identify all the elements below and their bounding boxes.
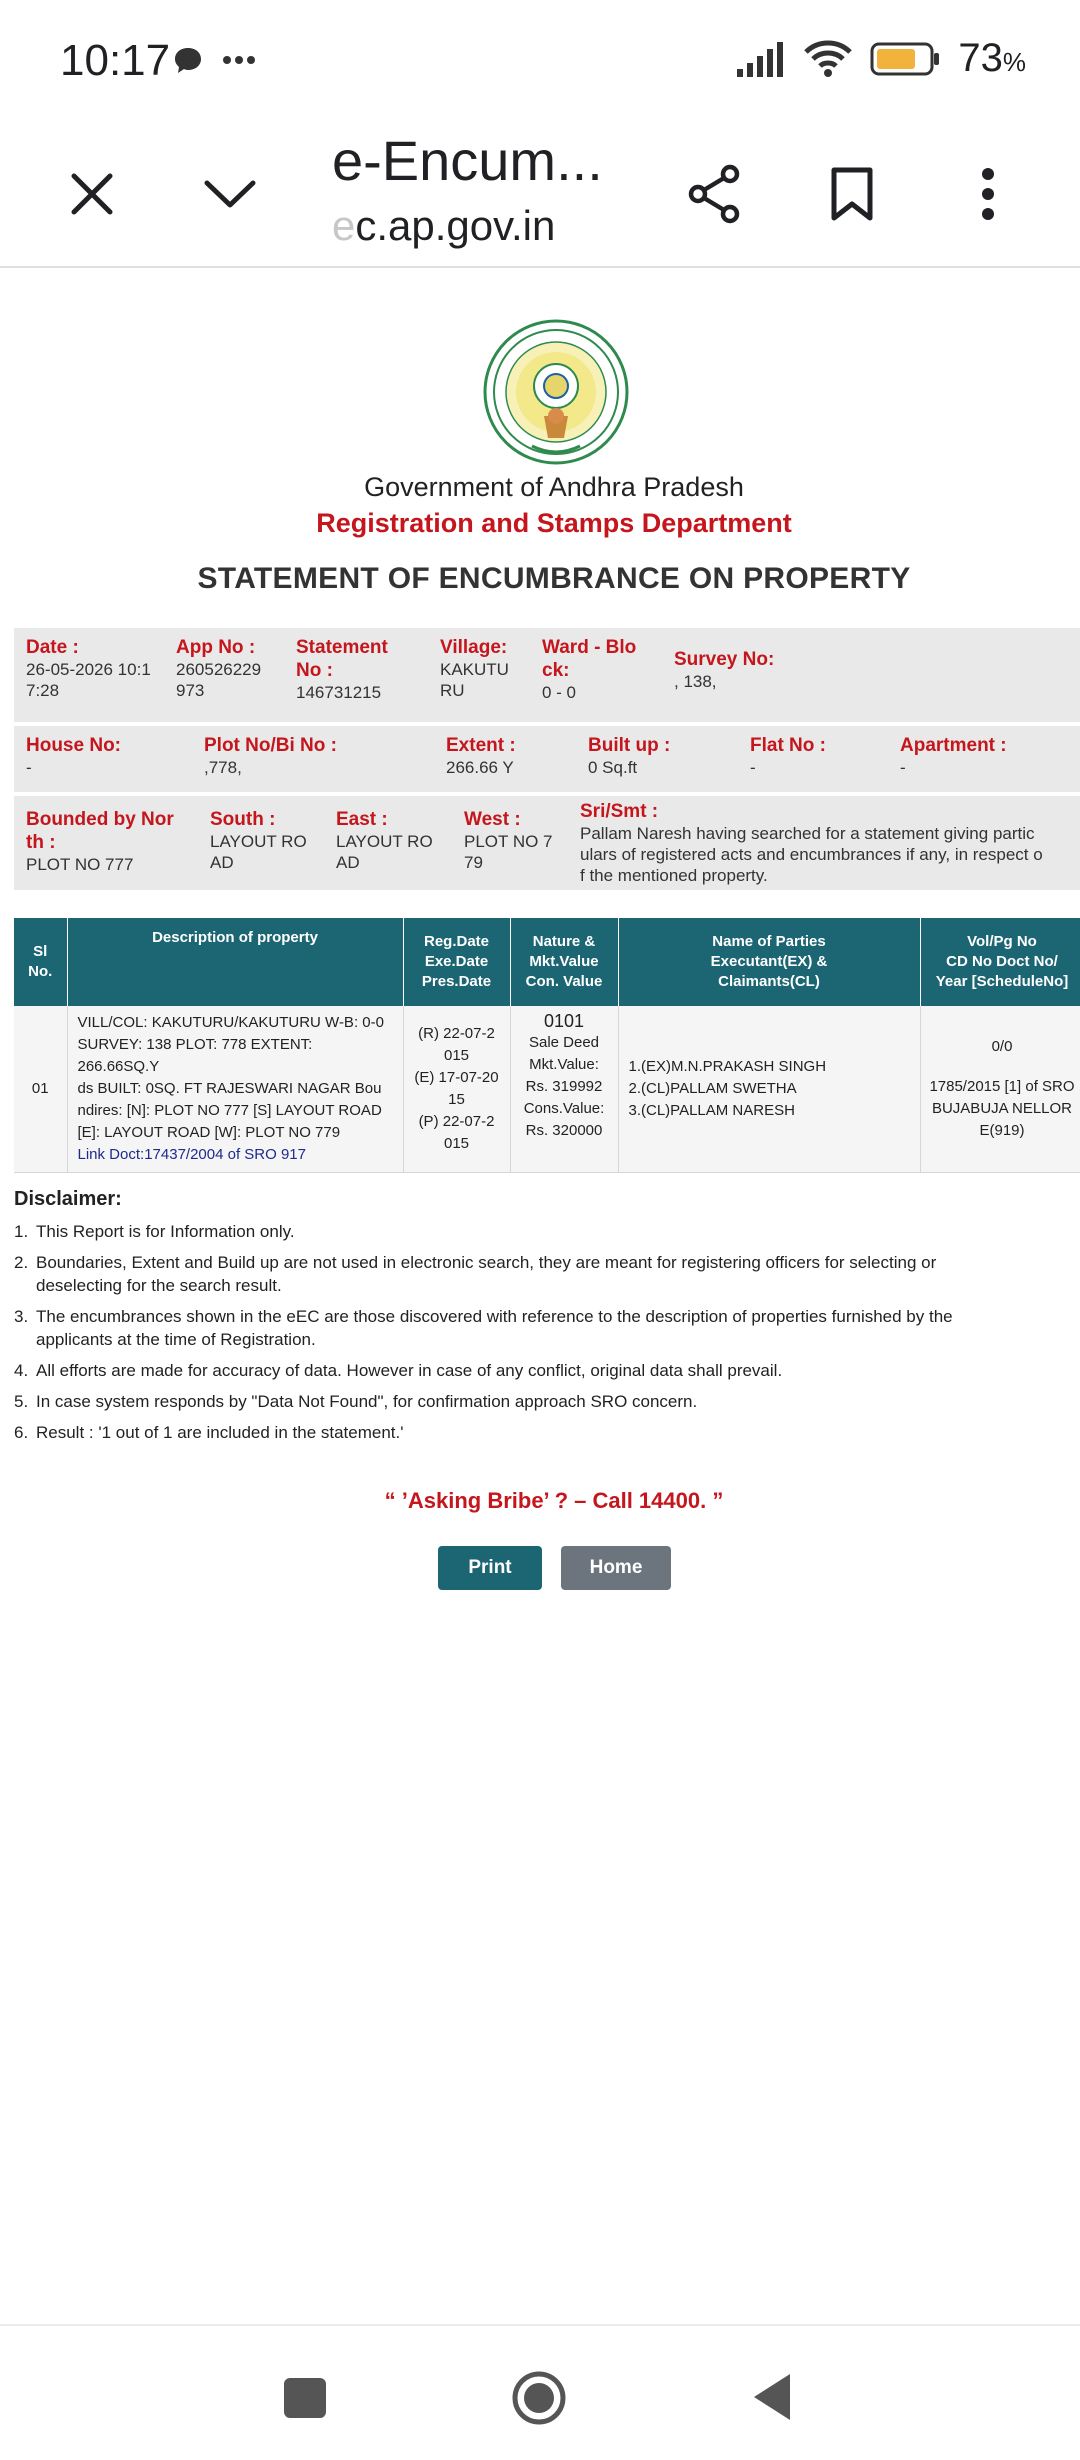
- print-button[interactable]: Print: [438, 1546, 542, 1590]
- table-header-row: [14, 918, 1080, 1006]
- date-field: Date : 26-05-2026 10:1 7:28: [26, 637, 151, 700]
- battery-percent: 73%: [958, 36, 1026, 80]
- chat-bubble-icon: [172, 44, 204, 76]
- share-icon: [686, 164, 742, 224]
- cell-vol-pg: 0/0 1785/2015 [1] of SRO BUJABUJA NELLOR E(919): [920, 1006, 1080, 1173]
- page-title: e-Encum...: [332, 129, 603, 192]
- table-row: [14, 1006, 1080, 1173]
- anti-bribe-notice: “ ’Asking Bribe’ ? – Call 14400. ”: [384, 1488, 724, 1513]
- built-up-field: Built up : 0 Sq.ft: [588, 735, 671, 777]
- list-item: 2. Boundaries, Extent and Build up are not used in electronic search, they are meant for registering officers for selecting or deselecting for the search result.: [14, 1253, 937, 1295]
- header-dates: Reg.Date Exe.Date Pres.Date: [403, 918, 510, 1006]
- header-description: Description of property: [67, 918, 403, 1006]
- disclaimer-title: Disclaimer:: [14, 1188, 122, 1210]
- back-triangle-icon[interactable]: [752, 2372, 792, 2422]
- list-item: 1. This Report is for Information only.: [14, 1222, 295, 1241]
- bookmark-button[interactable]: [812, 154, 892, 234]
- plot-no-field: Plot No/Bi No : ,778,: [204, 735, 337, 777]
- cell-nature-value: 0101 Sale Deed Mkt.Value: Rs. 319992 Cons.Value: Rs. 320000: [510, 1006, 618, 1173]
- share-button[interactable]: [674, 154, 754, 234]
- east-boundary-field: East : LAYOUT RO AD: [336, 809, 433, 872]
- battery-icon: [870, 42, 940, 76]
- disclaimer-list: [14, 1220, 1074, 1452]
- west-boundary-field: West : PLOT NO 7 79: [464, 809, 553, 872]
- info-row-boundaries: [14, 796, 1080, 890]
- list-item: 4. All efforts are made for accuracy of data. However in case of any conflict, original data shall prevail.: [14, 1361, 783, 1380]
- flat-no-field: Flat No : -: [750, 735, 826, 777]
- header-vol-pg: Vol/Pg No CD No Doct No/ Year [ScheduleNo]: [920, 918, 1080, 1006]
- close-icon: [70, 172, 114, 216]
- recent-apps-button[interactable]: [284, 2378, 326, 2418]
- survey-no-field: Survey No: , 138,: [674, 649, 775, 691]
- cell-parties: 1.(EX)M.N.PRAKASH SINGH 2.(CL)PALLAM SWETHA 3.(CL)PALLAM NARESH: [618, 1006, 920, 1173]
- chevron-down-icon: [203, 179, 257, 209]
- info-row-application: [14, 628, 1080, 722]
- apartment-field: Apartment : -: [900, 735, 1007, 777]
- list-item: 3. The encumbrances shown in the eEC are those discovered with reference to the description of properties furnished by the applicants at the time of Registration.: [14, 1307, 953, 1349]
- south-boundary-field: South : LAYOUT RO AD: [210, 809, 307, 872]
- list-item: 5. In case system responds by "Data Not Found", for confirmation approach SRO concern.: [14, 1392, 698, 1411]
- cell-dates: (R) 22-07-2 015 (E) 17-07-20 15 (P) 22-07-2 015: [403, 1006, 510, 1173]
- bookmark-icon: [830, 166, 874, 222]
- extent-field: Extent : 266.66 Y: [446, 735, 516, 777]
- cell-description: VILL/COL: KAKUTURU/KAKUTURU W-B: 0-0 SURVEY: 138 PLOT: 778 EXTENT: 266.66SQ.Y ds BUILT: 0SQ. FT RAJESWARI NAGAR Bou ndires: [N]: PLOT NO 777 [S] LAYOUT ROAD [E]: LAYOUT ROAD [W]: PLOT NO 779 Link Doct:17437/2004 of SRO 917: [67, 1006, 403, 1173]
- wifi-icon: [804, 40, 852, 78]
- searcher-field: Sri/Smt : Pallam Naresh having searched for a statement giving partic ulars of registered acts and encumbrances if any, in respect o f the mentioned property.: [580, 801, 1043, 885]
- web-page: [0, 270, 1080, 2320]
- statement-title: STATEMENT OF ENCUMBRANCE ON PROPERTY: [197, 562, 911, 595]
- system-nav-bar: [0, 2324, 1080, 2460]
- header-sl-no: Sl No.: [14, 918, 67, 1006]
- encumbrance-table: [14, 918, 1080, 1173]
- status-bar: [0, 0, 1080, 120]
- cell-sl-no: 01: [14, 1006, 67, 1173]
- signal-icon: [736, 41, 786, 77]
- link-document-text: Link Doct:17437/2004 of SRO 917: [77, 1146, 306, 1163]
- village-field: Village: KAKUTU RU: [440, 637, 509, 700]
- close-tab-button[interactable]: [52, 154, 132, 234]
- government-name: Government of Andhra Pradesh: [364, 472, 744, 502]
- house-no-field: House No: -: [26, 735, 121, 777]
- info-row-property: [14, 726, 1080, 792]
- minimize-tab-button[interactable]: [190, 154, 270, 234]
- browser-toolbar: [0, 120, 1080, 268]
- url-text[interactable]: ec.ap.gov.in: [332, 202, 556, 249]
- more-notifications-icon: [222, 55, 256, 65]
- statement-no-field: Statement No : 146731215: [296, 637, 388, 702]
- header-nature-value: Nature & Mkt.Value Con. Value: [510, 918, 618, 1006]
- home-button[interactable]: Home: [561, 1546, 671, 1590]
- department-name: Registration and Stamps Department: [316, 508, 792, 538]
- app-no-field: App No : 260526229 973: [176, 637, 262, 700]
- list-item: 6. Result : '1 out of 1 are included in the statement.': [14, 1423, 404, 1442]
- home-circle-icon[interactable]: [511, 2370, 567, 2426]
- more-options-button[interactable]: [948, 154, 1028, 234]
- ap-government-emblem-icon: [482, 318, 630, 466]
- status-time: 10:17: [60, 36, 171, 85]
- header-parties: Name of Parties Executant(EX) & Claimants(CL): [618, 918, 920, 1006]
- more-vert-icon: [981, 167, 995, 221]
- north-boundary-field: Bounded by Nor th : PLOT NO 777: [26, 809, 174, 874]
- ward-block-field: Ward - Blo ck: 0 - 0: [542, 637, 637, 702]
